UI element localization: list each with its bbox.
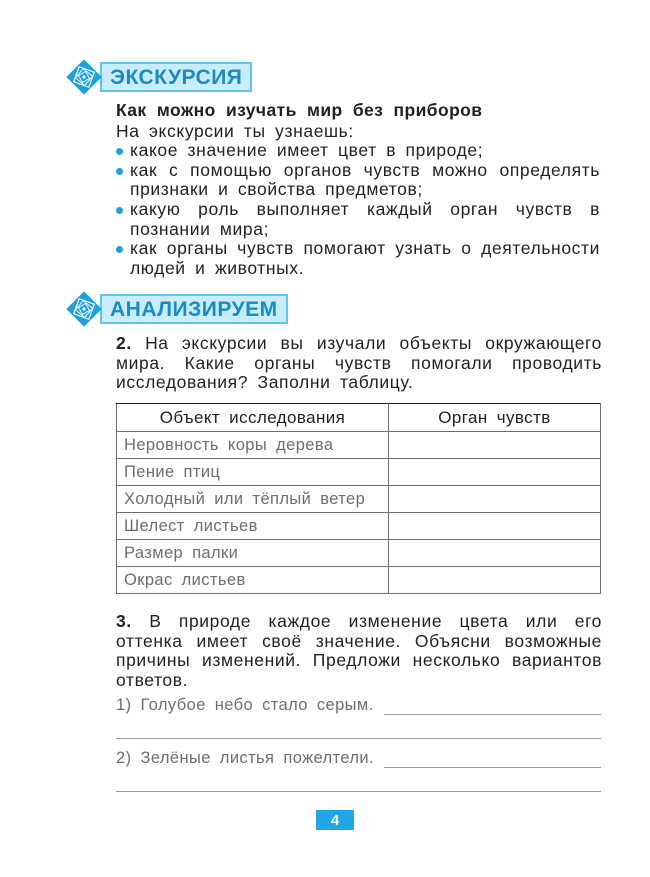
section-header-analyze: [66, 291, 288, 327]
diamond-swirl-icon: [66, 59, 102, 95]
object-cell: Холодный или тёплый ветер: [117, 486, 389, 513]
table-row: [117, 540, 601, 567]
object-cell: Размер палки: [117, 540, 389, 567]
task-2-text: [116, 334, 602, 393]
task-3-text: [116, 612, 602, 690]
answer-line-input[interactable]: [116, 738, 601, 739]
bullet-icon: [116, 148, 123, 155]
answer-line-input[interactable]: [116, 791, 601, 792]
column-header-sense-organ: Орган чувств: [389, 404, 601, 432]
object-cell: Шелест листьев: [117, 513, 389, 540]
list-item: какое значение имеет цвет в природе;: [116, 141, 600, 161]
list-item: как с помощью органов чувств можно определять признаки и свойства предметов;: [116, 161, 600, 200]
sense-organ-answer-cell[interactable]: [389, 486, 601, 513]
list-item: как органы чувств помогают узнать о деятельности людей и животных.: [116, 239, 600, 278]
answer-prompt: 1) Голубое небо стало серым.: [116, 696, 374, 714]
column-header-object: Объект исследования: [117, 404, 389, 432]
sense-organ-answer-cell[interactable]: [389, 432, 601, 459]
task-number: 2.: [116, 333, 132, 353]
table-row: [117, 459, 601, 486]
excursion-block: [116, 101, 606, 278]
bullet-icon: [116, 168, 123, 175]
table-header-row: [117, 404, 601, 432]
answer-item-1: [116, 695, 601, 715]
bullet-icon: [116, 207, 123, 214]
page-number: 4: [316, 810, 354, 830]
section-title: ЭКСКУРСИЯ: [100, 62, 252, 92]
task-3-body: В природе каждое изменение цвета или его оттенка имеет своё значение. Объясни возможные причины изменений. Предложи несколько вариантов ответов.: [116, 611, 602, 690]
sense-organ-answer-cell[interactable]: [389, 540, 601, 567]
sense-organ-answer-cell[interactable]: [389, 459, 601, 486]
excursion-intro: На экскурсии ты узнаешь:: [116, 120, 354, 141]
observation-table: [116, 403, 601, 594]
excursion-bullets: [116, 141, 600, 278]
sense-organ-answer-cell[interactable]: [389, 513, 601, 540]
excursion-title: Как можно изучать мир без приборов: [116, 100, 483, 120]
table-row: [117, 513, 601, 540]
answer-line-input[interactable]: [384, 701, 601, 715]
object-cell: Пение птиц: [117, 459, 389, 486]
task-2-body: На экскурсии вы изучали объекты окружающего мира. Какие органы чувств помогали проводить исследования? Заполни таблицу.: [116, 333, 602, 393]
object-cell: Неровность коры дерева: [117, 432, 389, 459]
diamond-swirl-icon: [66, 291, 102, 327]
section-header-excursion: [66, 59, 252, 95]
table-row: [117, 567, 601, 594]
sense-organ-answer-cell[interactable]: [389, 567, 601, 594]
table-row: [117, 486, 601, 513]
task-number: 3.: [116, 611, 132, 631]
section-title: АНАЛИЗИРУЕМ: [100, 294, 288, 324]
bullet-icon: [116, 246, 123, 253]
object-cell: Окрас листьев: [117, 567, 389, 594]
answer-line-input[interactable]: [384, 754, 601, 768]
answer-prompt: 2) Зелёные листья пожелтели.: [116, 749, 375, 767]
table-row: [117, 432, 601, 459]
list-item: какую роль выполняет каждый орган чувств в познании мира;: [116, 200, 600, 239]
answer-item-2: [116, 748, 601, 768]
